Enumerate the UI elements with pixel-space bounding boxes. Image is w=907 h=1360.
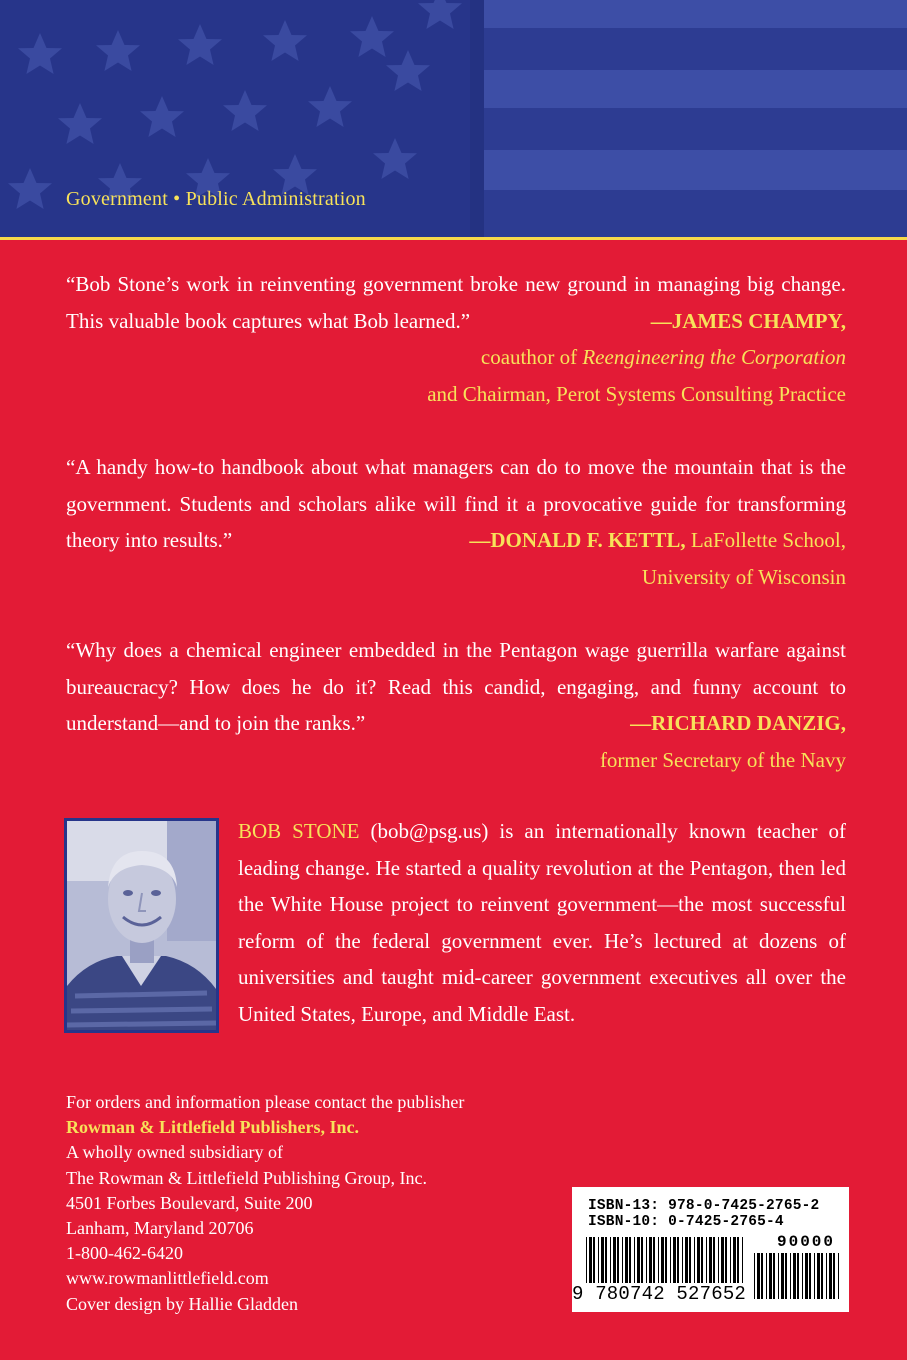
- publisher-address: 4501 Forbes Boulevard, Suite 200: [66, 1192, 313, 1213]
- banner-divider: [0, 237, 907, 240]
- quote-attribution-line: former Secretary of the Navy: [599, 748, 846, 772]
- quote-attribution-name: —DONALD F. KETTL,: [469, 528, 686, 552]
- quote-attribution-line: University of Wisconsin: [641, 565, 846, 589]
- cover-design-credit: Cover design by Hallie Gladden: [66, 1293, 298, 1314]
- endorsement-quote-kettl: [66, 449, 846, 559]
- author-portrait-image: [67, 821, 216, 1030]
- price-code: 90000: [777, 1233, 836, 1251]
- barcode-number: 9 780742 527652: [572, 1283, 747, 1305]
- publisher-intro: For orders and information please contact the publisher: [66, 1092, 465, 1112]
- quote-attribution-line: and Chairman, Perot Systems Consulting Practice: [427, 382, 846, 406]
- endorsement-quote-danzig: [66, 632, 846, 742]
- publisher-info: [66, 1090, 586, 1317]
- author-photo: [64, 818, 219, 1033]
- author-bio-text: (bob@psg.us) is an internationally known teacher of leading change. He started a quality revolution at the Pentagon, then led the White House project to reinvent government—the most successful reform of the federal government ever. He’s lectured at dozens of universities and taught mid-career government executives all over the United States, Europe, and Middle East.: [238, 819, 847, 1026]
- attribution-prefix: coauthor of: [480, 345, 583, 369]
- isbn-barcode-box: [572, 1187, 849, 1312]
- publisher-subsidiary-line: A wholly owned subsidiary of: [66, 1142, 283, 1163]
- endorsement-quote-champy: [66, 266, 846, 339]
- publisher-website: www.rowmanlittlefield.com: [66, 1268, 269, 1289]
- quote-text: “Bob Stone’s work in reinventing government broke new ground in managing big change. This valuable book captures what Bob learned.”: [66, 272, 846, 333]
- book-title: Reengineering the Corporation: [582, 345, 846, 369]
- publisher-phone: 1-800-462-6420: [66, 1243, 183, 1264]
- publisher-name: Rowman & Littlefield Publishers, Inc.: [66, 1117, 360, 1138]
- quote-text: “A handy how-to handbook about what managers can do to move the mountain that is the government. Students and scholars alike will find it a provocative guide for transforming theory into results.”: [66, 455, 846, 552]
- publisher-group: The Rowman & Littlefield Publishing Group, Inc.: [66, 1167, 427, 1188]
- author-name: BOB STONE: [238, 819, 360, 843]
- publisher-city: Lanham, Maryland 20706: [66, 1218, 254, 1239]
- quote-attribution-name: —JAMES CHAMPY,: [650, 308, 846, 333]
- quote-attribution-line: [66, 339, 846, 376]
- category-label: Government • Public Administration: [66, 188, 366, 210]
- flag-banner: [0, 0, 907, 237]
- isbn-13: ISBN-13: 978-0-7425-2765-2: [588, 1198, 820, 1214]
- author-bio: [238, 813, 846, 1032]
- quote-text: “Why does a chemical engineer embedded in the Pentagon wage guerrilla warfare against bureaucracy? How does he do it? Read this candid, engaging, and funny account to understand—and to join the ranks.”: [66, 638, 846, 735]
- isbn-10: ISBN-10: 0-7425-2765-4: [588, 1214, 784, 1230]
- quote-attribution-name: —RICHARD DANZIG,: [630, 711, 846, 735]
- quote-attribution-affiliation: LaFollette School,: [685, 528, 846, 552]
